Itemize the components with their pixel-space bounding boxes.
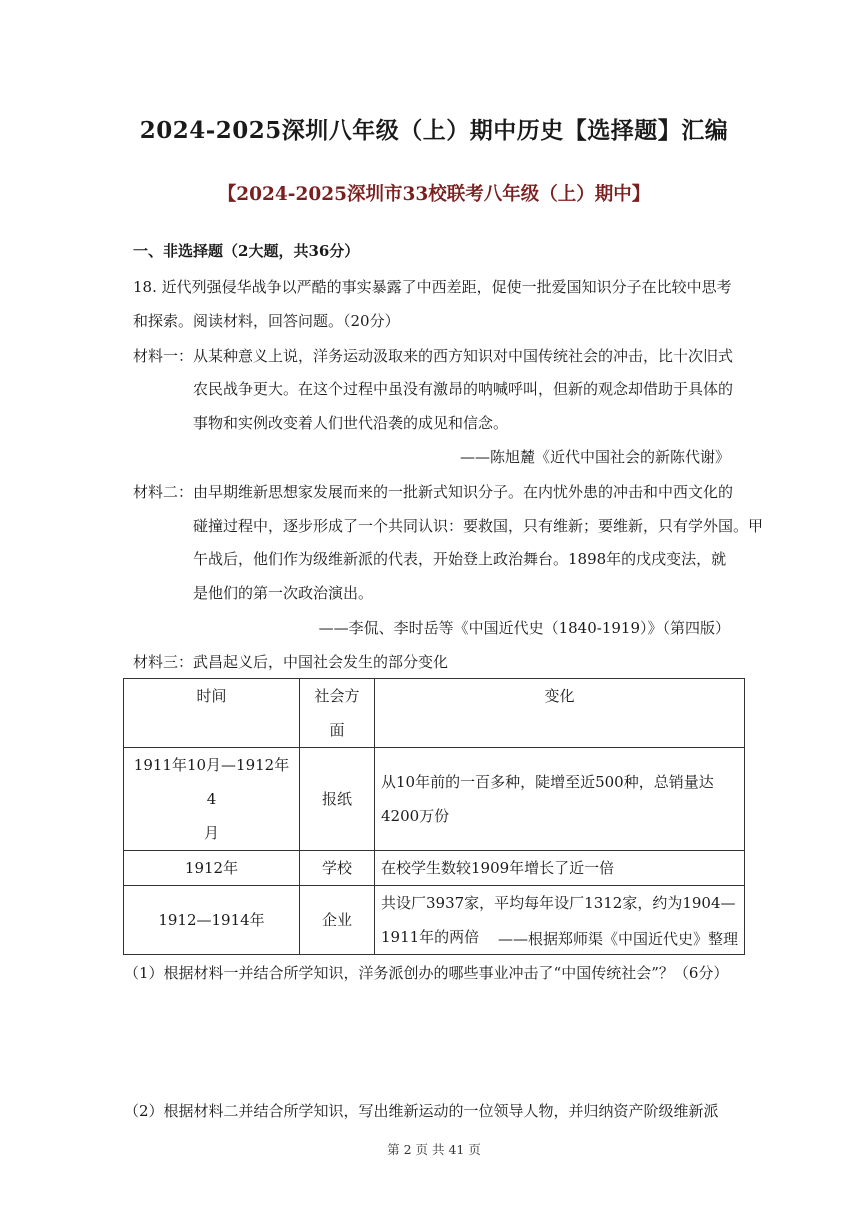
row-2-time: 1912年	[124, 851, 300, 886]
material-2-line-2: 碰撞过程中，逐步形成了一个共同认识：要救国，只有维新；要维新，只有学外国。甲	[193, 517, 764, 535]
row-3-change: 共设厂3937家，平均每年设厂1312家，约为1904— 1911年的两倍	[375, 886, 745, 955]
material-2-line-1: 由早期维新思想家发展而来的一批新式知识分子。在内忧外患的冲击和中西文化的	[193, 483, 734, 501]
section-heading: 一、非选择题（2大题，共36分）	[133, 242, 360, 260]
row-3-time: 1912—1914年	[124, 886, 300, 955]
row-1-aspect: 报纸	[300, 748, 375, 851]
material-3-label: 材料三：武昌起义后，中国社会发生的部分变化	[133, 653, 449, 671]
material-1-label: 材料一：	[133, 347, 194, 365]
material-1-source: ——陈旭麓《近代中国社会的新陈代谢》	[459, 448, 730, 466]
material-2-source: ——李侃、李时岳等《中国近代史（1840-1919）》（第四版）	[318, 619, 730, 637]
material-1-line-2: 农民战争更大。在这个过程中虽没有激昂的呐喊呼叫，但新的观念却借助于具体的	[193, 380, 734, 398]
social-changes-table	[123, 678, 745, 955]
exam-subtitle: 【2024-2025深圳市33校联考八年级（上）期中】	[217, 184, 651, 205]
table-row	[124, 851, 745, 886]
table-row	[124, 748, 745, 851]
material-2-label: 材料二：	[133, 483, 194, 501]
material-2-line-4: 是他们的第一次政治演出。	[193, 584, 374, 602]
row-1-change: 从10年前的一百多种，陡增至近500种，总销量达 4200万份	[375, 748, 745, 851]
question-18-line-2: 和探索。阅读材料，回答问题。（20分）	[133, 312, 400, 330]
page-footer: 第 2 页 共 41 页	[387, 1142, 481, 1157]
material-1-line-1: 从某种意义上说，洋务运动汲取来的西方知识对中国传统社会的冲击，比十次旧式	[193, 347, 734, 365]
header-change: 变化	[375, 679, 745, 748]
document-title: 2024-2025深圳八年级（上）期中历史【选择题】汇编	[139, 117, 729, 144]
material-3-source: ——根据郑师渠《中国近代史》整理	[497, 930, 738, 948]
row-3-aspect: 企业	[300, 886, 375, 955]
row-2-aspect: 学校	[300, 851, 375, 886]
row-1-time: 1911年10月—1912年4 月	[124, 748, 300, 851]
header-aspect: 社会方 面	[300, 679, 375, 748]
question-18-line-1: 18. 近代列强侵华战争以严酷的事实暴露了中西差距，促使一批爱国知识分子在比较中思考	[133, 278, 732, 296]
material-2-line-3: 午战后，他们作为级维新派的代表，开始登上政治舞台。1898年的戊戌变法，就	[193, 550, 727, 568]
sub-question-1: （1）根据材料一并结合所学知识，洋务派创办的哪些事业冲击了“中国传统社会”？（6分）	[124, 964, 729, 982]
material-1-line-3: 事物和实例改变着人们世代沿袭的成见和信念。	[193, 414, 509, 432]
header-time: 时间	[124, 679, 300, 748]
sub-question-2: （2）根据材料二并结合所学知识，写出维新运动的一位领导人物，并归纳资产阶级维新派	[124, 1102, 719, 1120]
table-header-row	[124, 679, 745, 748]
row-2-change: 在校学生数较1909年增长了近一倍	[375, 851, 745, 886]
